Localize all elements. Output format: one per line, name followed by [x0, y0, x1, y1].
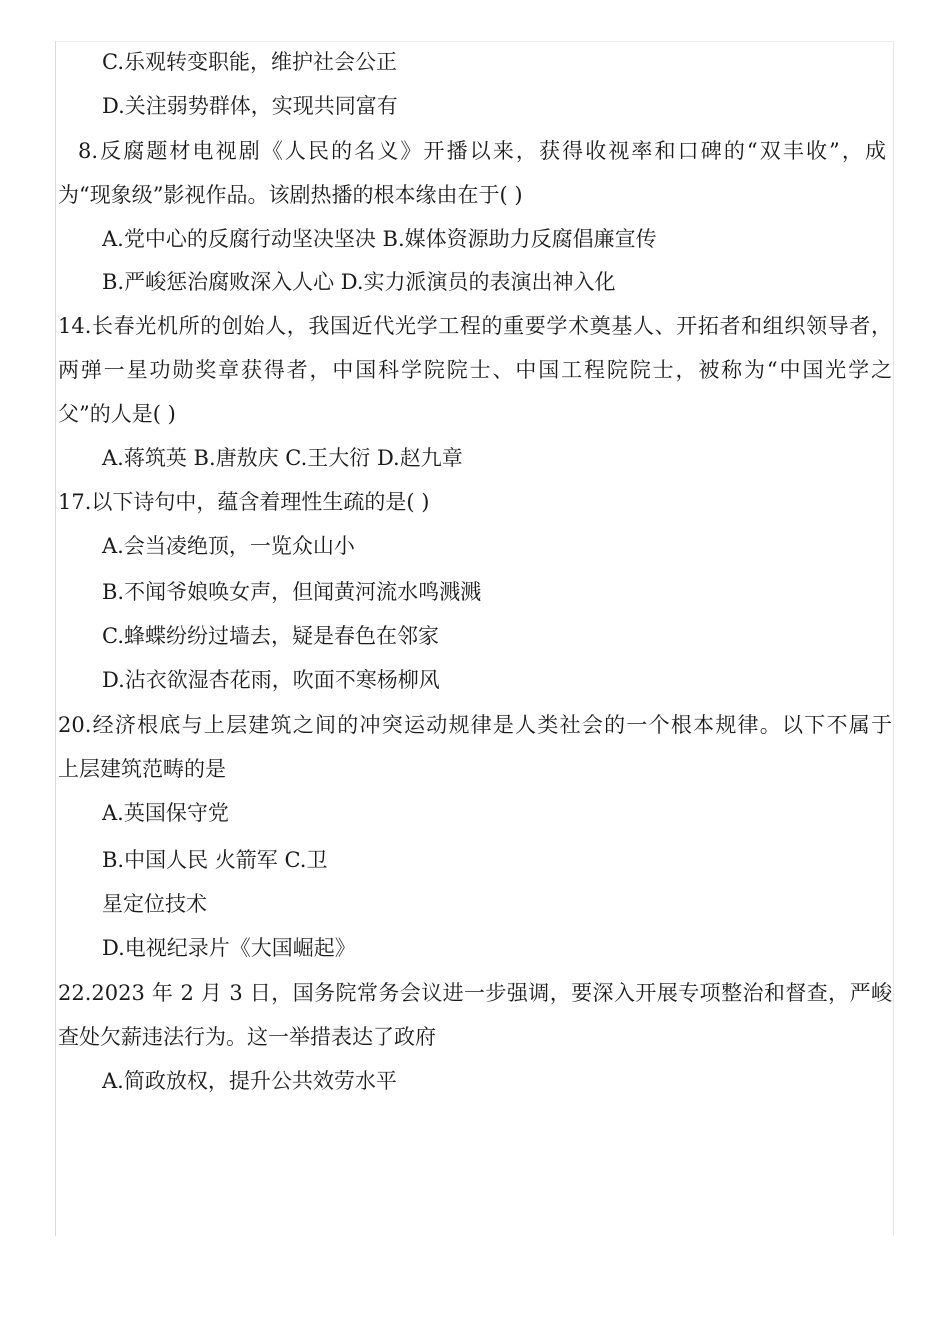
q17-stem: 17.以下诗句中，蕴含着理性生疏的是( ) [58, 490, 430, 514]
q20-stem-line-1: 20.经济根底与上层建筑之间的冲突运动规律是人类社会的一个根本规律。以下不属于 [58, 713, 892, 737]
q20-option-d: D.电视纪录片《大国崛起》 [102, 936, 356, 960]
q17-option-c: C.蜂蝶纷纷过墙去，疑是春色在邻家 [102, 624, 439, 648]
q8-stem-line-2: 为“现象级”影视作品。该剧热播的根本缘由在于( ) [58, 183, 523, 207]
q7-option-c: C.乐观转变职能，维护社会公正 [102, 50, 397, 74]
q8-stem-line-1: 8.反腐题材电视剧《人民的名义》开播以来，获得收视率和口碑的“双丰收”，成 [78, 139, 886, 163]
q17-option-b: B.不闻爷娘唤女声，但闻黄河流水鸣溅溅 [102, 580, 482, 604]
q17-option-a: A.会当凌绝顶，一览众山小 [102, 534, 355, 558]
q14-stem-line-2: 两弹一星功勋奖章获得者，中国科学院院士、中国工程院院士，被称为“中国光学之 [58, 358, 892, 382]
q14-stem-line-1: 14.长春光机所的创始人，我国近代光学工程的重要学术奠基人、开拓者和组织领导者， [58, 314, 892, 338]
q8-options-row-1: A.党中心的反腐行动坚决坚决 B.媒体资源助力反腐倡廉宣传 [102, 227, 657, 251]
q20-option-c-continued: 星定位技术 [102, 892, 207, 916]
q22-stem-line-2: 查处欠薪违法行为。这一举措表达了政府 [58, 1025, 436, 1049]
q14-stem-line-3: 父”的人是( ) [58, 402, 176, 426]
q7-option-d: D.关注弱势群体，实现共同富有 [102, 94, 398, 118]
q20-option-b-c: B.中国人民 火箭军 C.卫 [102, 848, 328, 872]
q20-option-a: A.英国保守党 [102, 801, 229, 825]
q14-options: A.蒋筑英 B.唐敖庆 C.王大衍 D.赵九章 [102, 446, 463, 470]
q20-stem-line-2: 上层建筑范畴的是 [58, 757, 226, 781]
q22-option-a: A.简政放权，提升公共效劳水平 [102, 1069, 397, 1093]
q22-stem-line-1: 22.2023 年 2 月 3 日，国务院常务会议进一步强调，要深入开展专项整治和督查，严峻 [58, 981, 892, 1005]
q17-option-d: D.沾衣欲湿杏花雨，吹面不寒杨柳风 [102, 668, 440, 692]
q8-options-row-2: B.严峻惩治腐败深入人心 D.实力派演员的表演出神入化 [102, 270, 616, 294]
